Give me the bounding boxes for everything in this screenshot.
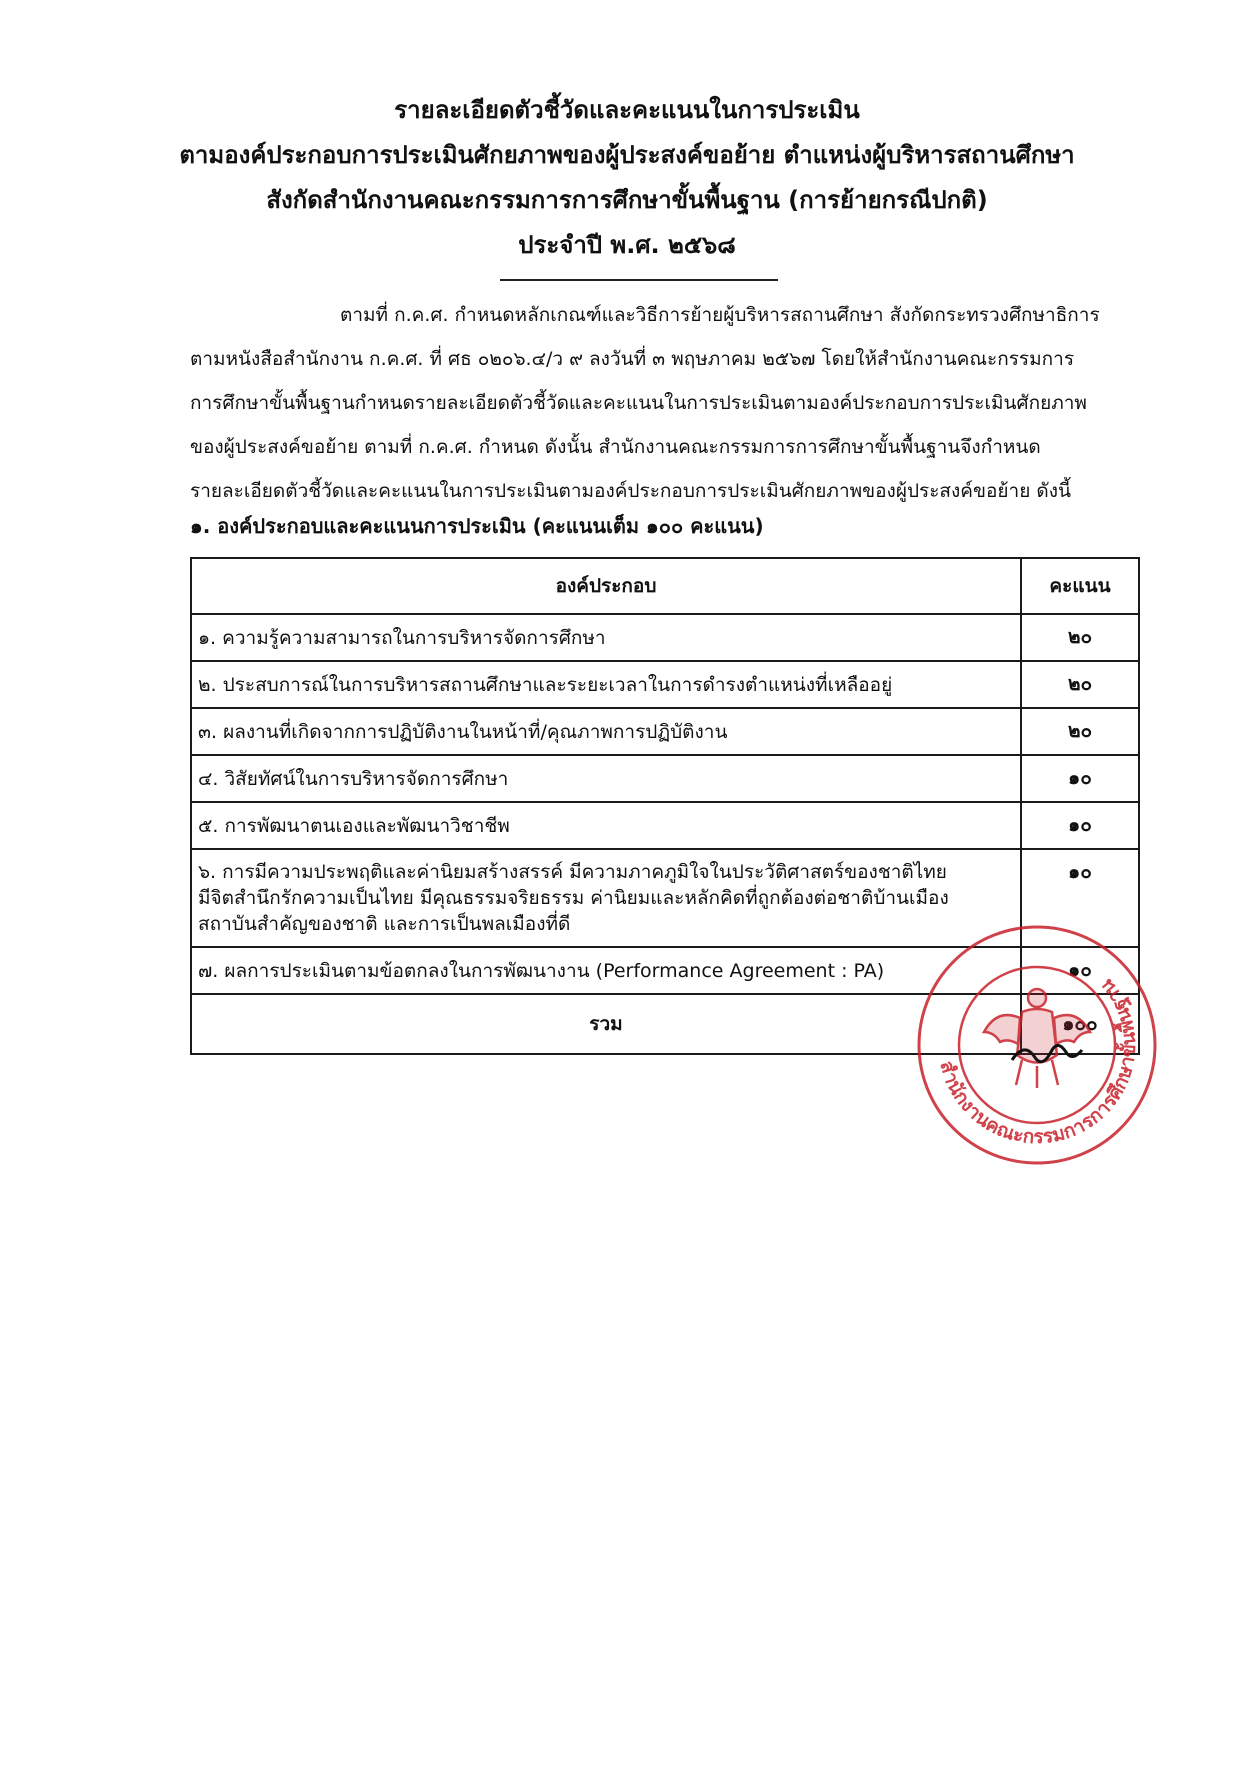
intro-line2: ตามหนังสือสำนักงาน ก.ค.ศ. ที่ ศธ ๐๒๐๖.๔/ว ๙ ลงวันที่ ๓ พฤษภาคม ๒๕๖๗ โดยให้สำนักงานคณะกรรมการ bbox=[190, 348, 1075, 370]
table-row bbox=[191, 614, 1139, 661]
table-header-row bbox=[191, 558, 1139, 614]
section-heading-1: ๑. องค์ประกอบและคะแนนการประเมิน (คะแนนเต็ม ๑๐๐ คะแนน) bbox=[190, 514, 764, 538]
component-line: มีจิตสำนึกรักความเป็นไทย มีคุณธรรมจริยธรรม ค่านิยมและหลักคิดที่ถูกต้องต่อชาติบ้านเมือง bbox=[198, 887, 949, 909]
component-line: ๖. การมีความประพฤติและค่านิยมสร้างสรรค์ มีความภาคภูมิใจในประวัติศาสตร์ของชาติไทย bbox=[198, 861, 947, 883]
table-row bbox=[191, 661, 1139, 708]
component-cell: ๕. การพัฒนาตนเองและพัฒนาวิชาชีพ bbox=[191, 802, 1021, 849]
component-cell: ๑. ความรู้ความสามารถในการบริหารจัดการศึกษา bbox=[191, 614, 1021, 661]
score-cell: ๒๐ bbox=[1021, 708, 1139, 755]
garuda-emblem-icon bbox=[984, 989, 1090, 1088]
component-cell: ๒. ประสบการณ์ในการบริหารสถานศึกษาและระยะเวลาในการดำรงตำแหน่งที่เหลืออยู่ bbox=[191, 661, 1021, 708]
score-cell: ๒๐ bbox=[1021, 661, 1139, 708]
svg-text:สำนักงานคณะกรรมการการศึกษาขั้น: สำนักงานคณะกรรมการการศึกษาขั้นพื้นฐาน bbox=[935, 975, 1141, 1149]
component-cell: ๔. วิสัยทัศน์ในการบริหารจัดการศึกษา bbox=[191, 755, 1021, 802]
header-component: องค์ประกอบ bbox=[191, 558, 1021, 614]
intro-line1: ตามที่ ก.ค.ศ. กำหนดหลักเกณฑ์และวิธีการย้ายผู้บริหารสถานศึกษา สังกัดกระทรวงศึกษาธิการ bbox=[340, 304, 1100, 326]
table-row bbox=[191, 802, 1139, 849]
table-row bbox=[191, 708, 1139, 755]
component-line: สถาบันสำคัญของชาติ และการเป็นพลเมืองที่ดี bbox=[198, 913, 571, 935]
title-divider bbox=[500, 279, 778, 281]
official-seal-stamp bbox=[912, 920, 1162, 1170]
table-row bbox=[191, 755, 1139, 802]
document-title-line1: รายละเอียดตัวชี้วัดและคะแนนในการประเมิน bbox=[394, 96, 860, 124]
score-cell: ๒๐ bbox=[1021, 614, 1139, 661]
component-cell-multiline bbox=[191, 849, 1021, 947]
intro-line5: รายละเอียดตัวชี้วัดและคะแนนในการประเมินตามองค์ประกอบการประเมินศักยภาพของผู้ประสงค์ขอย้าย ดังนี้ bbox=[190, 480, 1071, 502]
score-cell: ๑๐ bbox=[1021, 802, 1139, 849]
score-cell: ๑๐ bbox=[1021, 849, 1139, 947]
header-score: คะแนน bbox=[1021, 558, 1139, 614]
document-title-line2: ตามองค์ประกอบการประเมินศักยภาพของผู้ประสงค์ขอย้าย ตำแหน่งผู้บริหารสถานศึกษา bbox=[179, 141, 1075, 169]
document-title-line3: สังกัดสำนักงานคณะกรรมการการศึกษาขั้นพื้นฐาน (การย้ายกรณีปกติ) bbox=[266, 186, 988, 214]
score-cell: ๑๐ bbox=[1021, 755, 1139, 802]
component-cell: ๗. ผลการประเมินตามข้อตกลงในการพัฒนางาน (Performance Agreement : PA) bbox=[191, 947, 1021, 994]
score-cell: ๑๐ bbox=[1021, 947, 1139, 994]
total-label: รวม bbox=[191, 994, 1021, 1054]
intro-line4: ของผู้ประสงค์ขอย้าย ตามที่ ก.ค.ศ. กำหนด ดังนั้น สำนักงานคณะกรรมการการศึกษาขั้นพื้นฐานจึงกำหนด bbox=[190, 436, 1041, 458]
intro-line3: การศึกษาขั้นพื้นฐานกำหนดรายละเอียดตัวชี้วัดและคะแนนในการประเมินตามองค์ประกอบการประเมินศักยภาพ bbox=[190, 392, 1087, 414]
total-score: ๑๐๐ bbox=[1021, 994, 1139, 1054]
component-cell: ๓. ผลงานที่เกิดจากการปฏิบัติงานในหน้าที่/คุณภาพการปฏิบัติงาน bbox=[191, 708, 1021, 755]
document-title-year: ประจำปี พ.ศ. ๒๕๖๘ bbox=[518, 231, 736, 259]
